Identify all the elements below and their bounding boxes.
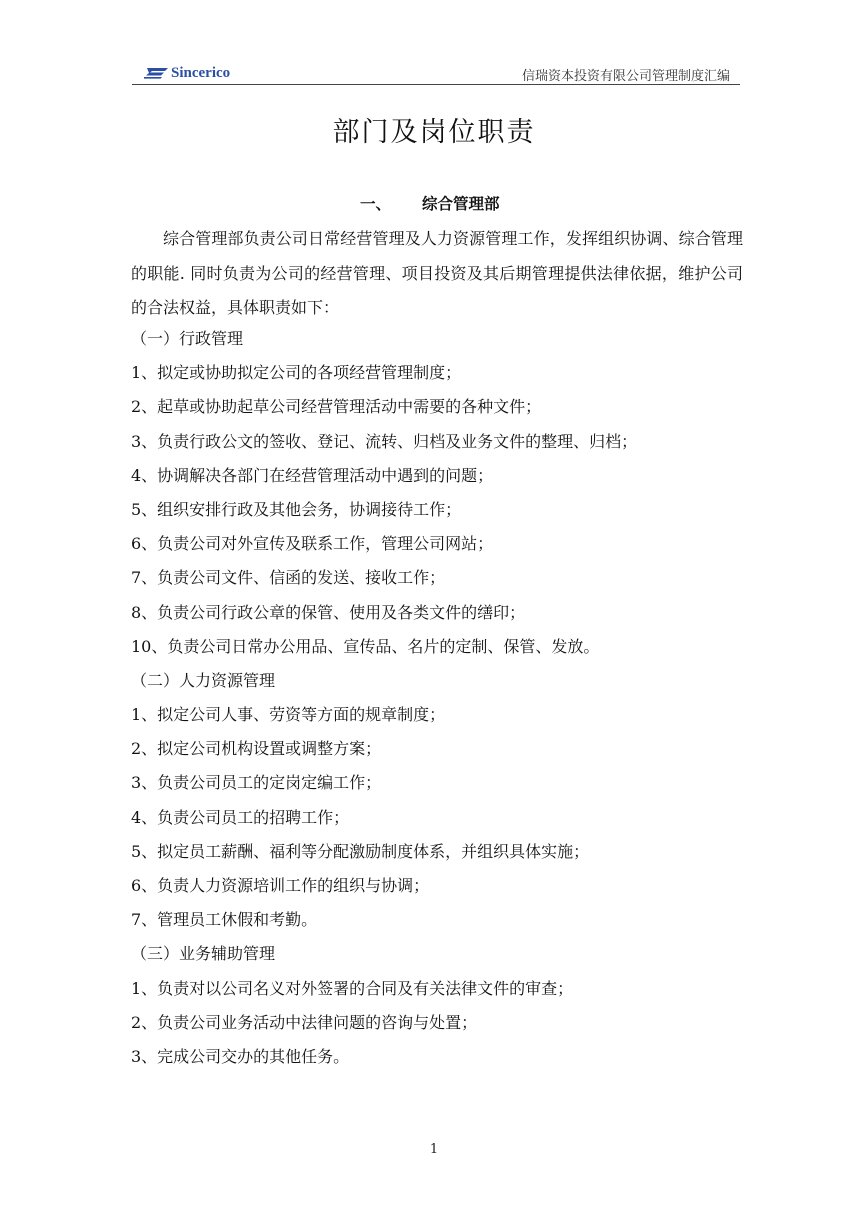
list-item: 3、完成公司交办的其他任务。 <box>131 1046 350 1066</box>
company-logo <box>144 62 230 84</box>
page-header <box>132 62 740 84</box>
list-item: 1、拟定公司人事、劳资等方面的规章制度； <box>131 705 446 725</box>
list-item: 8、负责公司行政公章的保管、使用及各类文件的缮印； <box>131 602 526 622</box>
list-item: 1、拟定或协助拟定公司的各项经营管理制度； <box>131 363 462 383</box>
section-heading <box>360 192 500 214</box>
section-number: 一、 <box>360 195 392 213</box>
list-item: 4、负责公司员工的招聘工作； <box>131 807 350 827</box>
list-item: 5、拟定员工薪酬、福利等分配激励制度体系，并组织具体实施； <box>131 841 590 861</box>
list-item: 3、负责行政公文的签收、登记、流转、归档及业务文件的整理、归档； <box>131 431 638 451</box>
list-item: 4、协调解决各部门在经营管理活动中遇到的问题； <box>131 465 494 485</box>
subsection-heading: （二）人力资源管理 <box>131 670 276 690</box>
list-item: 2、拟定公司机构设置或调整方案； <box>131 739 382 759</box>
list-item: 2、起草或协助起草公司经营管理活动中需要的各种文件； <box>131 397 542 417</box>
list-item: 2、负责公司业务活动中法律问题的咨询与处置； <box>131 1012 478 1032</box>
header-divider <box>132 84 740 85</box>
page-number: 1 <box>429 1142 439 1157</box>
list-item: 3、负责公司员工的定岗定编工作； <box>131 773 382 793</box>
list-item: 6、负责公司对外宣传及联系工作，管理公司网站； <box>131 534 494 554</box>
list-item: 7、管理员工休假和考勤。 <box>131 910 318 930</box>
page-title: 部门及岗位职责 <box>332 117 536 148</box>
list-item: 6、负责人力资源培训工作的组织与协调； <box>131 876 430 895</box>
list-item: 10、负责公司日常办公用品、宣传品、名片的定制、保管、发放。 <box>131 636 600 656</box>
list-item: 5、组织安排行政及其他会务，协调接待工作； <box>131 499 462 519</box>
intro-paragraph: 综合管理部负责公司日常经营管理及人力资源管理工作，发挥组织协调、综合管理的职能. 同时负责为公司的经营管理、项目投资及其后期管理提供法律依据，维护公司的合法权益，具体职责如下： <box>131 229 743 317</box>
subsection-heading: （三）业务辅助管理 <box>131 944 276 964</box>
subsection-heading: （一）行政管理 <box>131 329 244 348</box>
duty-list <box>131 322 751 1074</box>
logo-text: Sincerico <box>171 64 231 81</box>
sincerico-logo-icon <box>144 66 170 80</box>
list-item: 7、负责公司文件、信函的发送、接收工作； <box>131 568 446 588</box>
section-name: 综合管理部 <box>422 195 500 213</box>
header-title: 信瑞资本投资有限公司管理制度汇编 <box>521 69 730 84</box>
list-item: 1、负责对以公司名义对外签署的合同及有关法律文件的审查； <box>131 978 574 998</box>
